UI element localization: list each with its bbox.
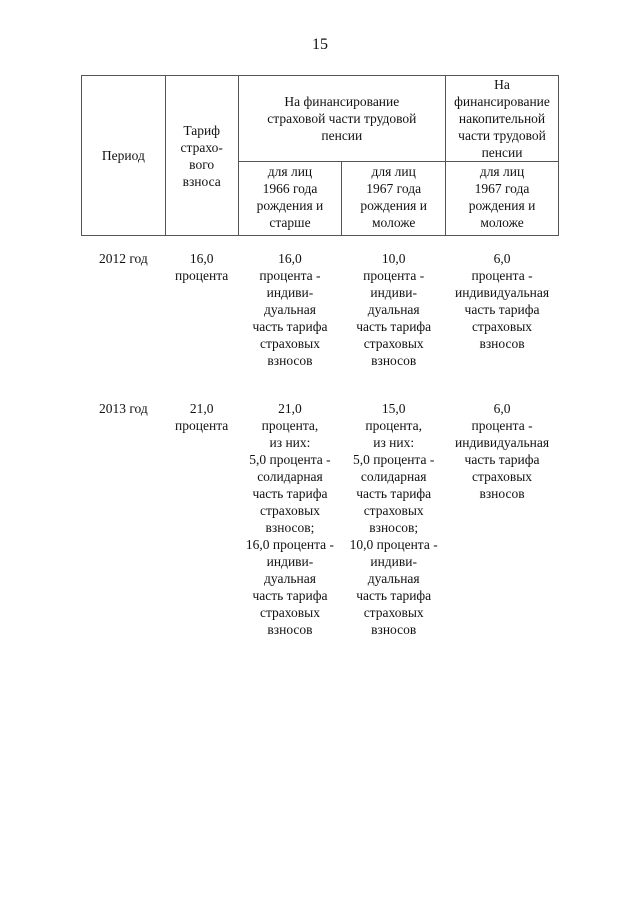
subheader-1966-older-label: для лиц 1966 года рождения и старше: [256, 164, 324, 230]
header-tariff: [165, 76, 238, 236]
pension-tariff-table: [81, 75, 559, 638]
cell-insurance-1966: 21,0 процента, из них: 5,0 процента - солидарная часть тарифа страховых взносов; 16,0 процента - индиви- дуальная часть тарифа страховых взносов: [245, 401, 335, 637]
cell-tariff: 21,0 процента: [175, 401, 229, 433]
cell-tariff: 16,0 процента: [175, 251, 229, 283]
cell-period: 2012 год: [98, 251, 148, 266]
table-row: [82, 400, 559, 638]
cell-funded-1967: 6,0 процента - индивидуальная часть тарифа страховых взносов: [455, 401, 550, 501]
subheader-1967-younger-funded: [446, 162, 559, 236]
header-insurance-part: [238, 76, 445, 162]
cell-funded-1967: 6,0 процента - индивидуальная часть тарифа страховых взносов: [455, 251, 550, 351]
cell-insurance-1967: 15,0 процента, из них: 5,0 процента - солидарная часть тарифа страховых взносов; 10,0 процента - индиви- дуальная часть тарифа страховых взносов: [349, 401, 438, 637]
subheader-1967-younger: [342, 162, 446, 236]
header-period: [82, 76, 166, 236]
header-insurance-part-label: На финансирование страховой части трудовой пенсии: [267, 94, 417, 143]
subheader-1967-younger-label: для лиц 1967 года рождения и моложе: [360, 164, 427, 230]
header-funded-part-label: На финансирование накопительной части трудовой пенсии: [454, 77, 550, 160]
cell-insurance-1967: 10,0 процента - индиви- дуальная часть тарифа страховых взносов: [356, 251, 432, 368]
cell-insurance-1966: 16,0 процента - индиви- дуальная часть тарифа страховых взносов: [252, 251, 328, 368]
header-tariff-label: Тариф страхо- вого взноса: [180, 122, 223, 189]
cell-period: 2013 год: [98, 401, 148, 416]
subheader-1966-older: [238, 162, 342, 236]
header-period-label: Период: [101, 148, 145, 163]
table-row: [82, 250, 559, 400]
page-number: 15: [312, 36, 328, 53]
spacer-row: [82, 236, 559, 251]
header-funded-part: [446, 76, 559, 162]
subheader-1967-younger-funded-label: для лиц 1967 года рождения и моложе: [468, 164, 536, 230]
